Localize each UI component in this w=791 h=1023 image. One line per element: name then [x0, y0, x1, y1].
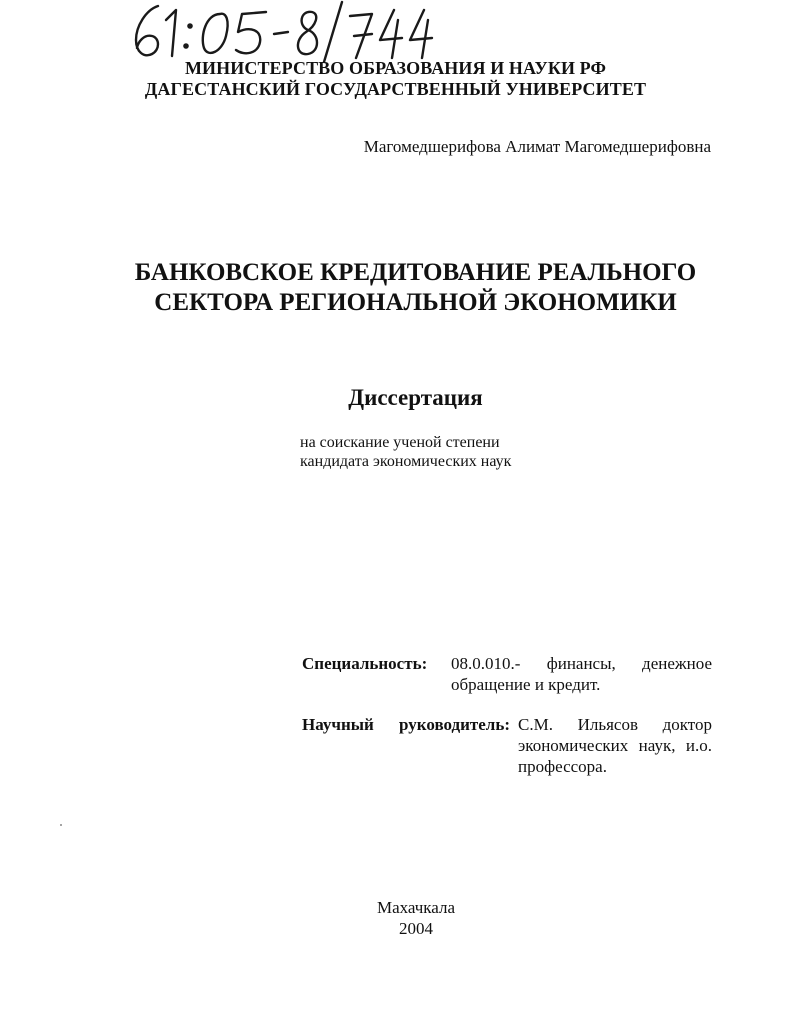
city: Махачкала: [376, 898, 456, 917]
supervisor-value: С.М. Ильясов доктор экономических наук, и.о. профессора.: [518, 715, 712, 776]
handwritten-archive-code: [128, 0, 448, 64]
place-and-year: [330, 897, 502, 939]
scan-speck: [60, 824, 62, 826]
ministry-header: [0, 58, 791, 100]
dissertation-title: [20, 258, 791, 318]
year: 2004: [399, 919, 433, 938]
degree-line-2: кандидата экономических наук: [300, 453, 512, 470]
document-type: Диссертация: [348, 385, 483, 410]
specialty-value: 08.0.010.- финансы, денежное обращение и кредит.: [451, 654, 712, 694]
title-line-2: СЕКТОРА РЕГИОНАЛЬНОЙ ЭКОНОМИКИ: [154, 289, 677, 316]
specialty-label: Специальность:: [302, 654, 428, 673]
university-name: ДАГЕСТАНСКИЙ ГОСУДАРСТВЕННЫЙ УНИВЕРСИТЕТ: [144, 79, 647, 99]
degree-line-1: на соискание ученой степени: [300, 434, 500, 451]
author-name: Магомедшерифова Алимат Магомедшерифовна: [363, 137, 711, 156]
supervisor-label: Научный руководитель:: [302, 715, 510, 734]
degree-statement: [300, 433, 511, 471]
ministry-name: МИНИСТЕРСТВО ОБРАЗОВАНИЯ И НАУКИ РФ: [184, 58, 607, 78]
title-line-1: БАНКОВСКОЕ КРЕДИТОВАНИЕ РЕАЛЬНОГО: [134, 259, 697, 286]
